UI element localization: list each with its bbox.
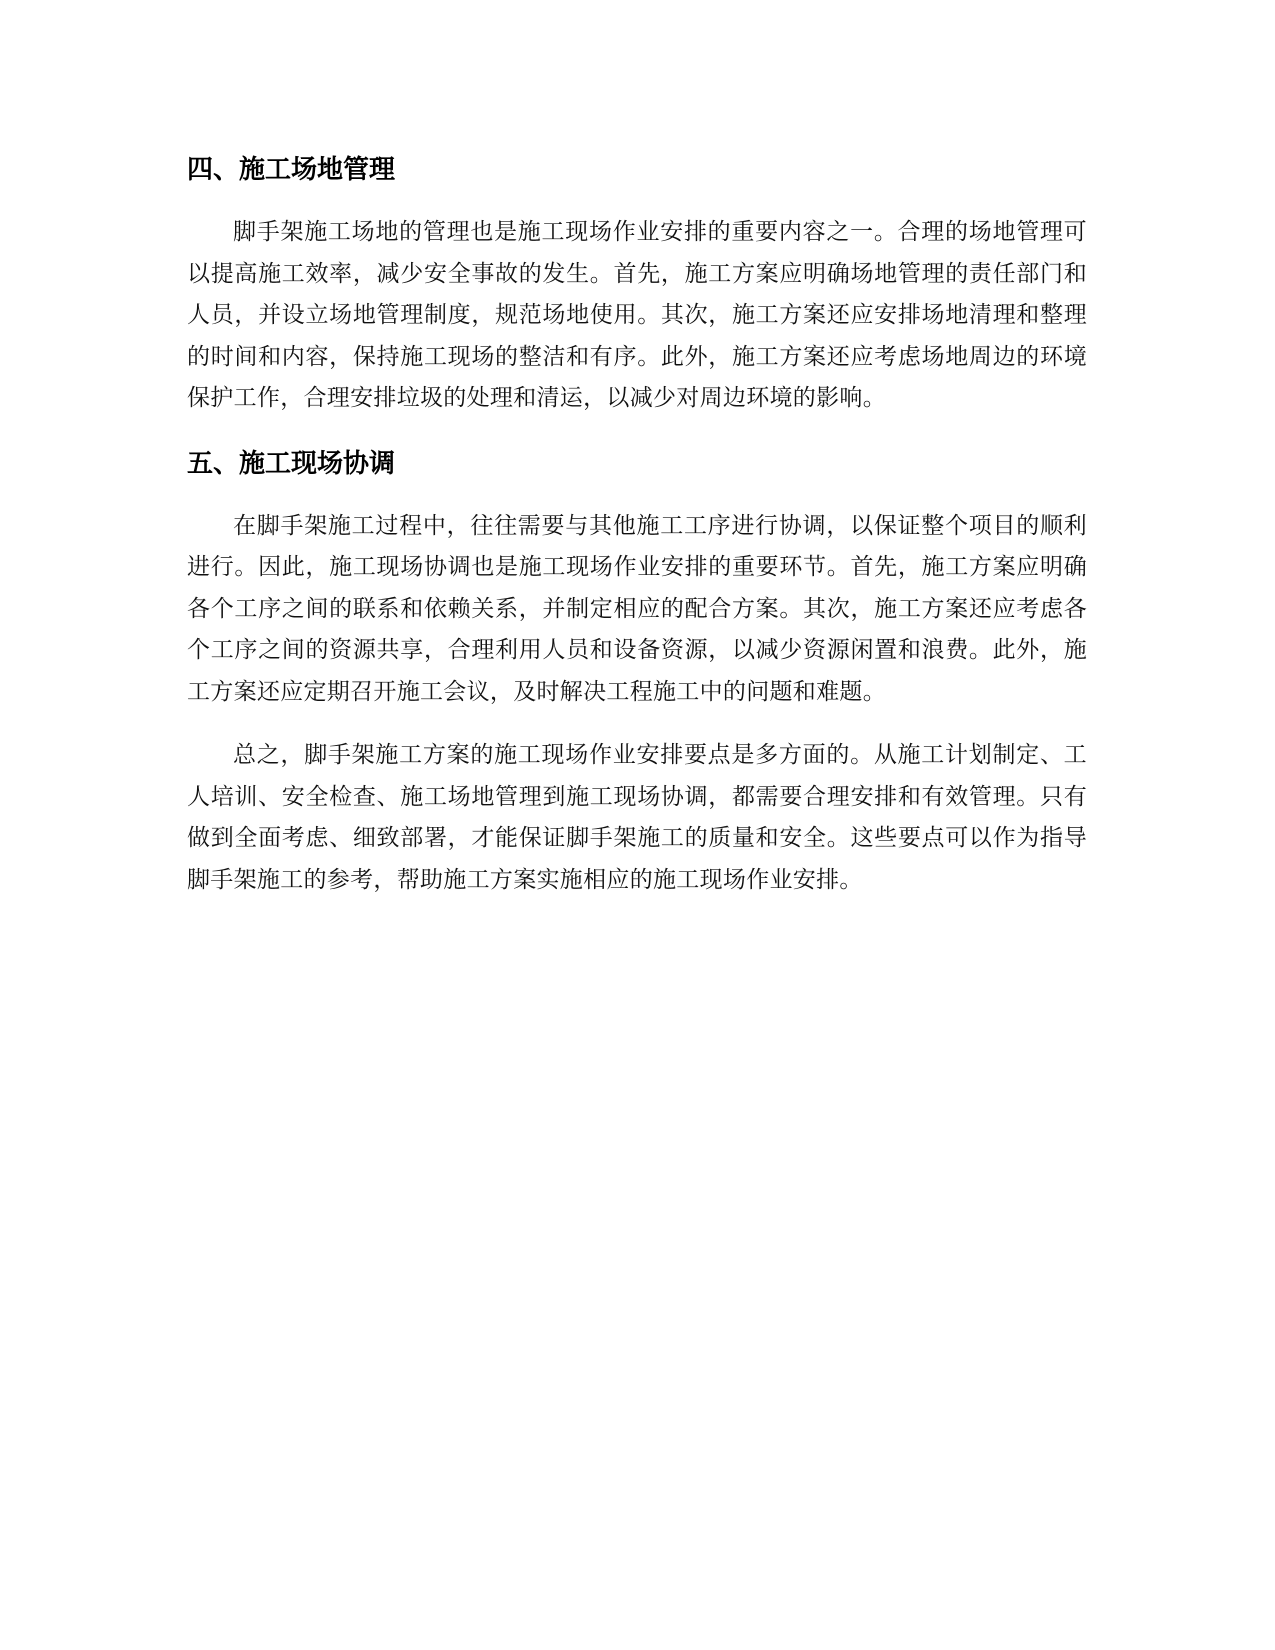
- section-paragraph-site-management: 脚手架施工场地的管理也是施工现场作业安排的重要内容之一。合理的场地管理可以提高施工效率，减少安全事故的发生。首先，施工方案应明确场地管理的责任部门和人员，并设立场地管理制度，规范场地使用。其次，施工方案还应安排场地清理和整理的时间和内容，保持施工现场的整洁和有序。此外，施工方案还应考虑场地周边的环境保护工作，合理安排垃圾的处理和清运，以减少对周边环境的影响。: [187, 219, 1087, 411]
- section-heading-site-management: 四、施工场地管理: [187, 155, 396, 185]
- document-page: [187, 140, 1087, 901]
- section-paragraph-site-coordination: 在脚手架施工过程中，往往需要与其他施工工序进行协调，以保证整个项目的顺利进行。因此，施工现场协调也是施工现场作业安排的重要环节。首先，施工方案应明确各个工序之间的联系和依赖关系，并制定相应的配合方案。其次，施工方案还应考虑各个工序之间的资源共享，合理利用人员和设备资源，以减少资源闲置和浪费。此外，施工方案还应定期召开施工会议，及时解决工程施工中的问题和难题。: [187, 512, 1087, 705]
- section-heading-site-coordination: 五、施工现场协调: [187, 448, 396, 479]
- conclusion-paragraph: 总之，脚手架施工方案的施工现场作业安排要点是多方面的。从施工计划制定、工人培训、安全检查、施工场地管理到施工现场协调，都需要合理安排和有效管理。只有做到全面考虑、细致部署，才能保证脚手架施工的质量和安全。这些要点可以作为指导脚手架施工的参考，帮助施工方案实施相应的施工现场作业安排。: [187, 742, 1087, 893]
